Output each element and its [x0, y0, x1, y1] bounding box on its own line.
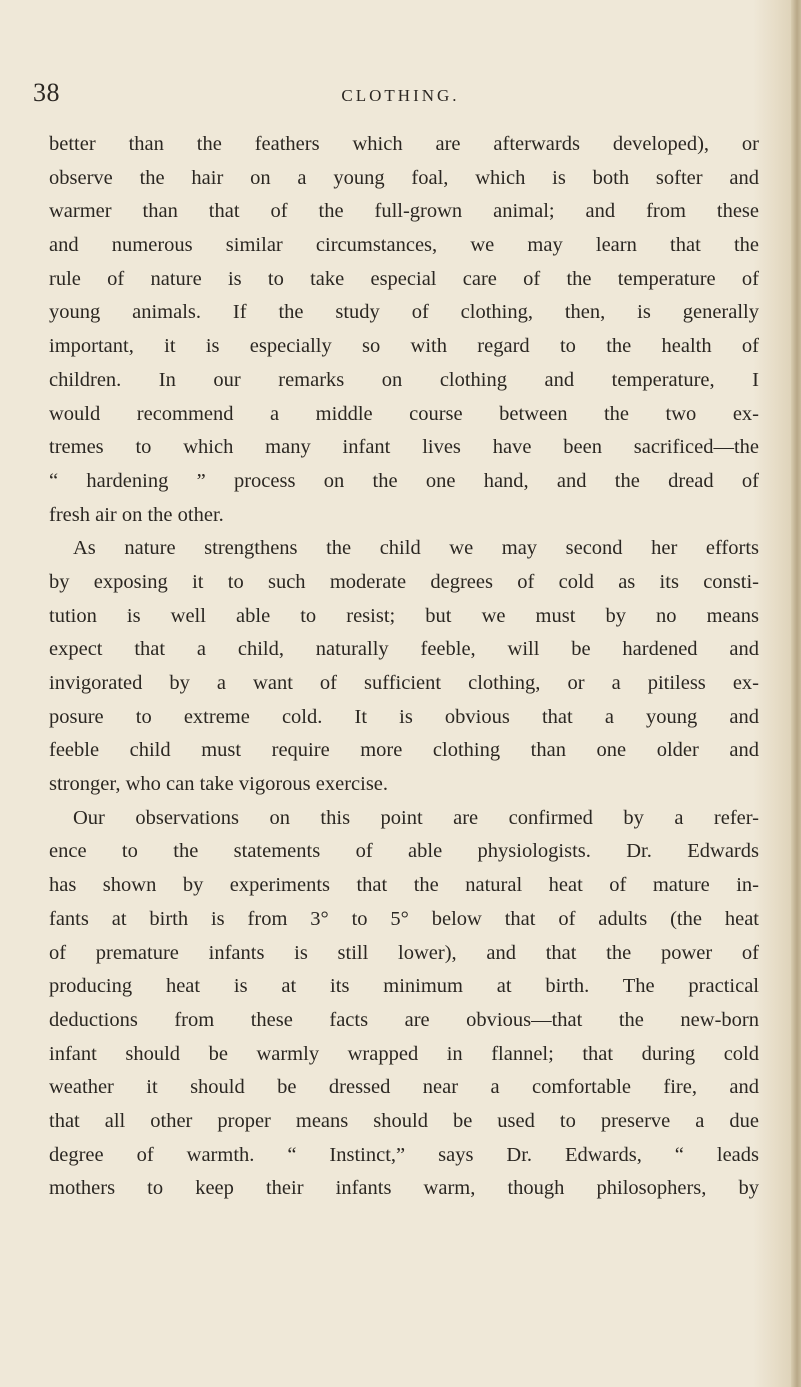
text-line: mothers to keep their infants warm, though philosophers, by [49, 1177, 759, 1200]
text-line: tremes to which many infant lives have been sacrificed—the [49, 436, 759, 459]
text-line: “ hardening ” process on the one hand, and the dread of [49, 469, 759, 492]
body-text [49, 128, 759, 1206]
text-line: has shown by experiments that the natural heat of mature in- [49, 874, 759, 897]
text-line: better than the feathers which are afterwards developed), or [49, 133, 759, 155]
text-line: weather it should be dressed near a comfortable fire, and [49, 1076, 759, 1099]
text-line: Our observations on this point are confirmed by a refer- [73, 806, 759, 829]
text-line: fants at birth is from 3° to 5° below that of adults (the heat [49, 907, 759, 930]
text-line: and numerous similar circumstances, we may learn that the [49, 234, 759, 257]
text-line: warmer than that of the full-grown animal; and from these [49, 200, 759, 223]
text-line: children. In our remarks on clothing and temperature, I [49, 368, 759, 391]
text-line: by exposing it to such moderate degrees of cold as its consti- [49, 570, 759, 593]
text-line: of premature infants is still lower), and that the power of [49, 941, 759, 964]
running-head: CLOTHING. [341, 86, 460, 105]
text-line: deductions from these facts are obvious—that the new-born [49, 1008, 759, 1031]
text-line: young animals. If the study of clothing, then, is generally [49, 301, 759, 324]
text-line: observe the hair on a young foal, which is both softer and [49, 166, 759, 189]
page-edge [791, 0, 801, 1387]
text-line: tution is well able to resist; but we must by no means [49, 604, 759, 627]
text-line: stronger, who can take vigorous exercise. [49, 773, 389, 796]
text-line: rule of nature is to take especial care of the temperature of [49, 267, 759, 290]
text-line: would recommend a middle course between the two ex- [49, 402, 759, 425]
text-line: that all other proper means should be used to preserve a due [49, 1109, 759, 1132]
text-line: posure to extreme cold. It is obvious that a young and [49, 705, 759, 728]
text-line: ence to the statements of able physiologists. Dr. Edwards [49, 840, 759, 863]
text-line: invigorated by a want of sufficient clothing, or a pitiless ex- [49, 672, 759, 694]
text-line: feeble child must require more clothing than one older and [49, 739, 759, 762]
text-line: As nature strengthens the child we may second her efforts [73, 537, 759, 560]
page-number: 38 [33, 78, 60, 107]
text-line: infant should be warmly wrapped in flannel; that during cold [49, 1042, 759, 1065]
text-line: fresh air on the other. [49, 503, 224, 526]
text-line: producing heat is at its minimum at birth. The practical [49, 975, 759, 998]
text-line: important, it is especially so with regard to the health of [49, 335, 759, 358]
text-line: degree of warmth. “ Instinct,” says Dr. Edwards, “ leads [49, 1143, 759, 1166]
text-line: expect that a child, naturally feeble, will be hardened and [49, 638, 759, 661]
